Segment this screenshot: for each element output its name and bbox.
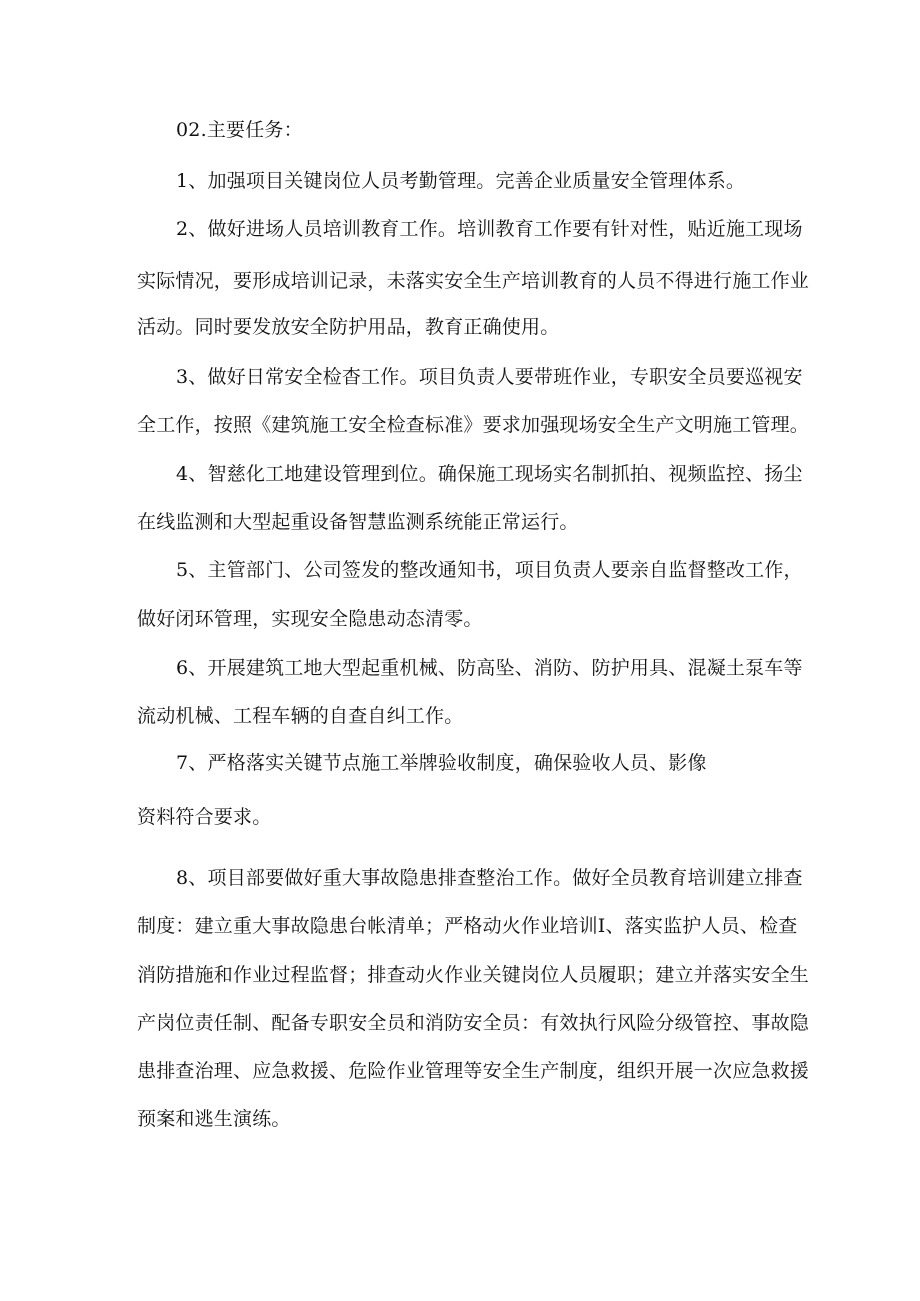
item-6-line-2: 流动机械、工程车辆的自查自纠工作。 bbox=[137, 705, 464, 727]
item-5-line-2: 做好闭环管理，实现安全隐患动态清零。 bbox=[137, 608, 483, 630]
item-5-line-1: 5、主管部门、公司签发的整改通知书，项目负责人要亲自监督整改工作， bbox=[176, 559, 803, 581]
item-2-line-3: 活动。同时要发放安全防护用品，教育正确使用。 bbox=[137, 316, 560, 338]
item-4-line-2: 在线监测和大型起重设备智慧监测系统能正常运行。 bbox=[137, 511, 579, 533]
item-7-line-1: 7、严格落实关键节点施工举牌验收制度，确保验收人员、影像 bbox=[176, 752, 707, 774]
item-8-line-2: 制度：建立重大事故隐患台帐清单；严格动火作业培训I、落实监护人员、检查 bbox=[137, 915, 798, 937]
item-6-line-1: 6、开展建筑工地大型起重机械、防高坠、消防、防护用具、混凝土泵车等 bbox=[176, 657, 803, 679]
item-3-line-1: 3、做好日常安全检杳工作。项目负责人要带班作业，专职安全员要巡视安 bbox=[176, 366, 803, 388]
item-7-line-2: 资料符合要求。 bbox=[137, 806, 272, 828]
item-8-line-5: 患排查治理、应急救援、危险作业管理等安全生产制度，组织开展一次应急救援 bbox=[137, 1060, 810, 1082]
item-4-line-1: 4、智慈化工地建设管理到位。确保施工现场实名制抓拍、视频监控、扬尘 bbox=[176, 463, 803, 485]
item-2-line-2: 实际情况，要形成培训记录，未落实安全生产培训教育的人员不得进行施工作业 bbox=[137, 270, 810, 292]
item-8-line-1: 8、项目部要做好重大事故隐患排查整治工作。做好全员教育培训建立排查 bbox=[176, 867, 803, 889]
item-8-line-6: 预案和逃生演练。 bbox=[137, 1108, 291, 1130]
item-3-line-2: 全工作，按照《建筑施工安全检查标准》要求加强现场安全生产文明施工管理。 bbox=[137, 414, 810, 436]
item-8-line-4: 产岗位责任制、配备专职安全员和消防安全员：有效执行风险分级管控、事故隐 bbox=[137, 1012, 810, 1034]
item-1-line-1: 1、加强项目关键岗位人员考勤管理。完善企业质量安全管理体系。 bbox=[176, 170, 746, 192]
section-heading: 02.主要任务： bbox=[176, 119, 303, 141]
item-8-line-3: 消防措施和作业过程监督；排查动火作业关键岗位人员履职；建立并落实安全生 bbox=[137, 964, 810, 986]
item-2-line-1: 2、做好进场人员培训教育工作。培训教育工作要有针对性，贴近施工现场 bbox=[176, 218, 803, 240]
